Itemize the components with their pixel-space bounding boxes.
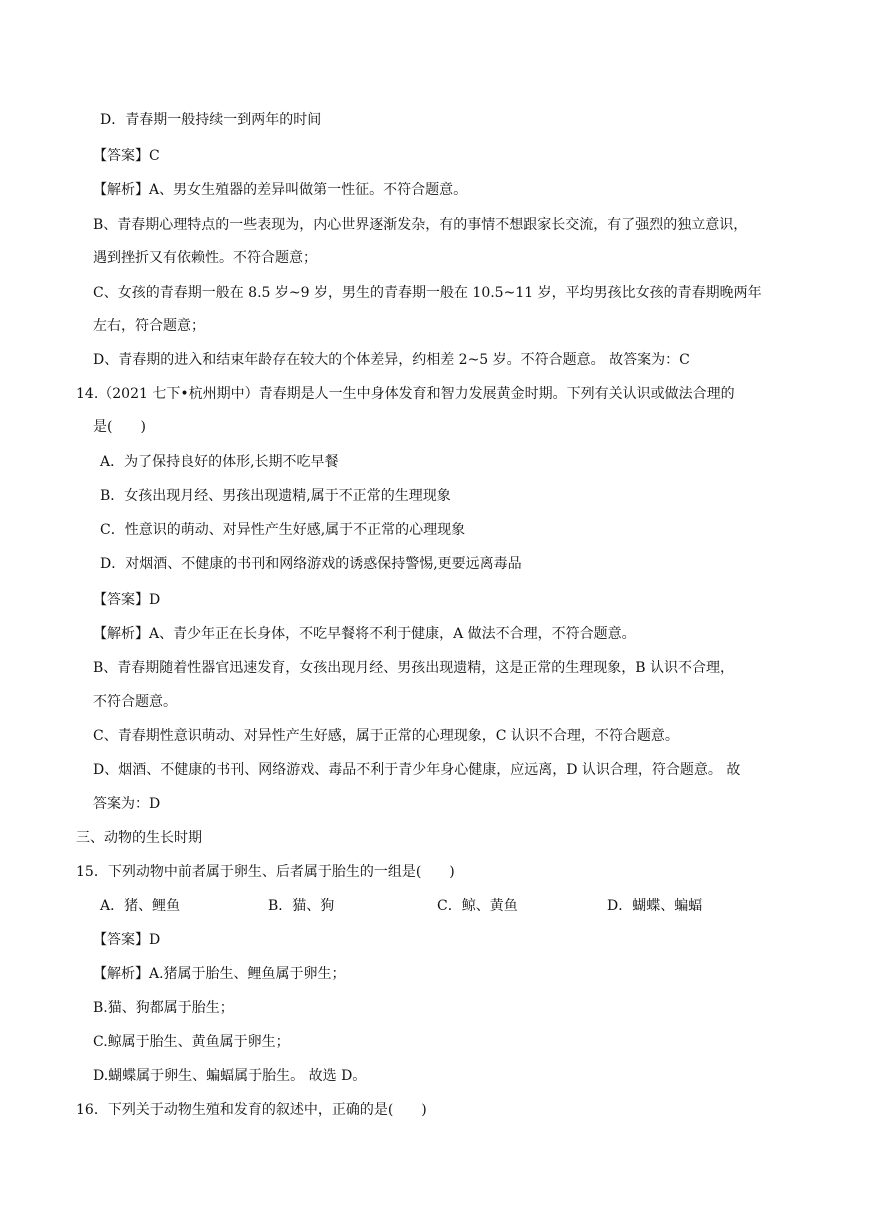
q13-analysis-line: C、女孩的青春期一般在 8.5 岁~9 岁，男生的青春期一般在 10.5~11 岁，平均男孩比女孩的青春期晚两年 bbox=[93, 285, 762, 301]
q14-analysis-line: D、烟酒、不健康的书刊、网络游戏、毒品不利于青少年身心健康，应远离，D 认识合理，符合题意。 故 bbox=[93, 762, 741, 778]
q15-analysis-line: B.猫、狗都属于胎生； bbox=[93, 1000, 234, 1016]
q13-analysis-line: D、青春期的进入和结束年龄存在较大的个体差异，约相差 2~5 岁。不符合题意。 故答案为：C bbox=[93, 352, 690, 368]
q13-analysis-line: 遇到挫折又有依赖性。不符合题意； bbox=[93, 250, 317, 266]
q15-analysis-line: D.蝴蝶属于卵生、蝙蝠属于胎生。 故选 D。 bbox=[93, 1068, 367, 1084]
q14-option-b: B．女孩出现月经、男孩出现遗精,属于不正常的生理现象 bbox=[100, 488, 451, 504]
q14-option-a: A．为了保持良好的体形,长期不吃早餐 bbox=[100, 454, 339, 470]
q13-answer: 【答案】C bbox=[93, 148, 160, 164]
q13-option-d: D．青春期一般持续一到两年的时间 bbox=[100, 112, 322, 128]
q13-analysis-line: B、青春期心理特点的一些表现为，内心世界逐渐发杂，有的事情不想跟家长交流，有了强烈的独立意识， bbox=[93, 217, 748, 233]
q14-option-d: D．对烟酒、不健康的书刊和网络游戏的诱惑保持警惕,更要远离毒品 bbox=[100, 556, 522, 572]
section-heading: 三、动物的生长时期 bbox=[76, 830, 202, 846]
q13-analysis-line: 【解析】A、男女生殖器的差异叫做第一性征。不符合题意。 bbox=[93, 182, 468, 198]
q15-analysis-line: 【解析】A.猪属于胎生、鲤鱼属于卵生； bbox=[93, 966, 346, 982]
q14-analysis-line: 【解析】A、青少年正在长身体，不吃早餐将不利于健康，A 做法不合理，不符合题意。 bbox=[93, 626, 636, 642]
q14-option-c: C．性意识的萌动、对异性产生好感,属于不正常的心理现象 bbox=[100, 522, 466, 538]
q14-answer: 【答案】D bbox=[93, 592, 161, 608]
q15-option-b: B．猫、狗 bbox=[268, 898, 335, 914]
q13-analysis-line: 左右，符合题意； bbox=[93, 318, 205, 334]
q15-answer: 【答案】D bbox=[93, 932, 161, 948]
q14-stem-line: 是( ) bbox=[93, 419, 146, 435]
q15-option-c: C．鲸、黄鱼 bbox=[437, 898, 518, 914]
q14-stem-line: 14.（2021 七下•杭州期中）青春期是人一生中身体发育和智力发展黄金时期。下列有关认识或做法合理的 bbox=[76, 386, 735, 402]
q14-analysis-line: 答案为：D bbox=[93, 796, 161, 812]
q14-analysis-line: B、青春期随着性器官迅速发育，女孩出现月经、男孩出现遗精，这是正常的生理现象，B 认识不合理， bbox=[93, 660, 735, 676]
q15-analysis-line: C.鲸属于胎生、黄鱼属于卵生； bbox=[93, 1034, 290, 1050]
q14-analysis-line: C、青春期性意识萌动、对异性产生好感，属于正常的心理现象，C 认识不合理，不符合题意。 bbox=[93, 728, 679, 744]
q16-stem: 16．下列关于动物生殖和发育的叙述中，正确的是( ) bbox=[76, 1102, 427, 1118]
q15-option-a: A．猪、鲤鱼 bbox=[100, 898, 181, 914]
q15-option-d: D．蝴蝶、蝙蝠 bbox=[607, 898, 703, 914]
q15-stem: 15．下列动物中前者属于卵生、后者属于胎生的一组是( ) bbox=[76, 864, 455, 880]
q14-analysis-line: 不符合题意。 bbox=[93, 694, 177, 710]
